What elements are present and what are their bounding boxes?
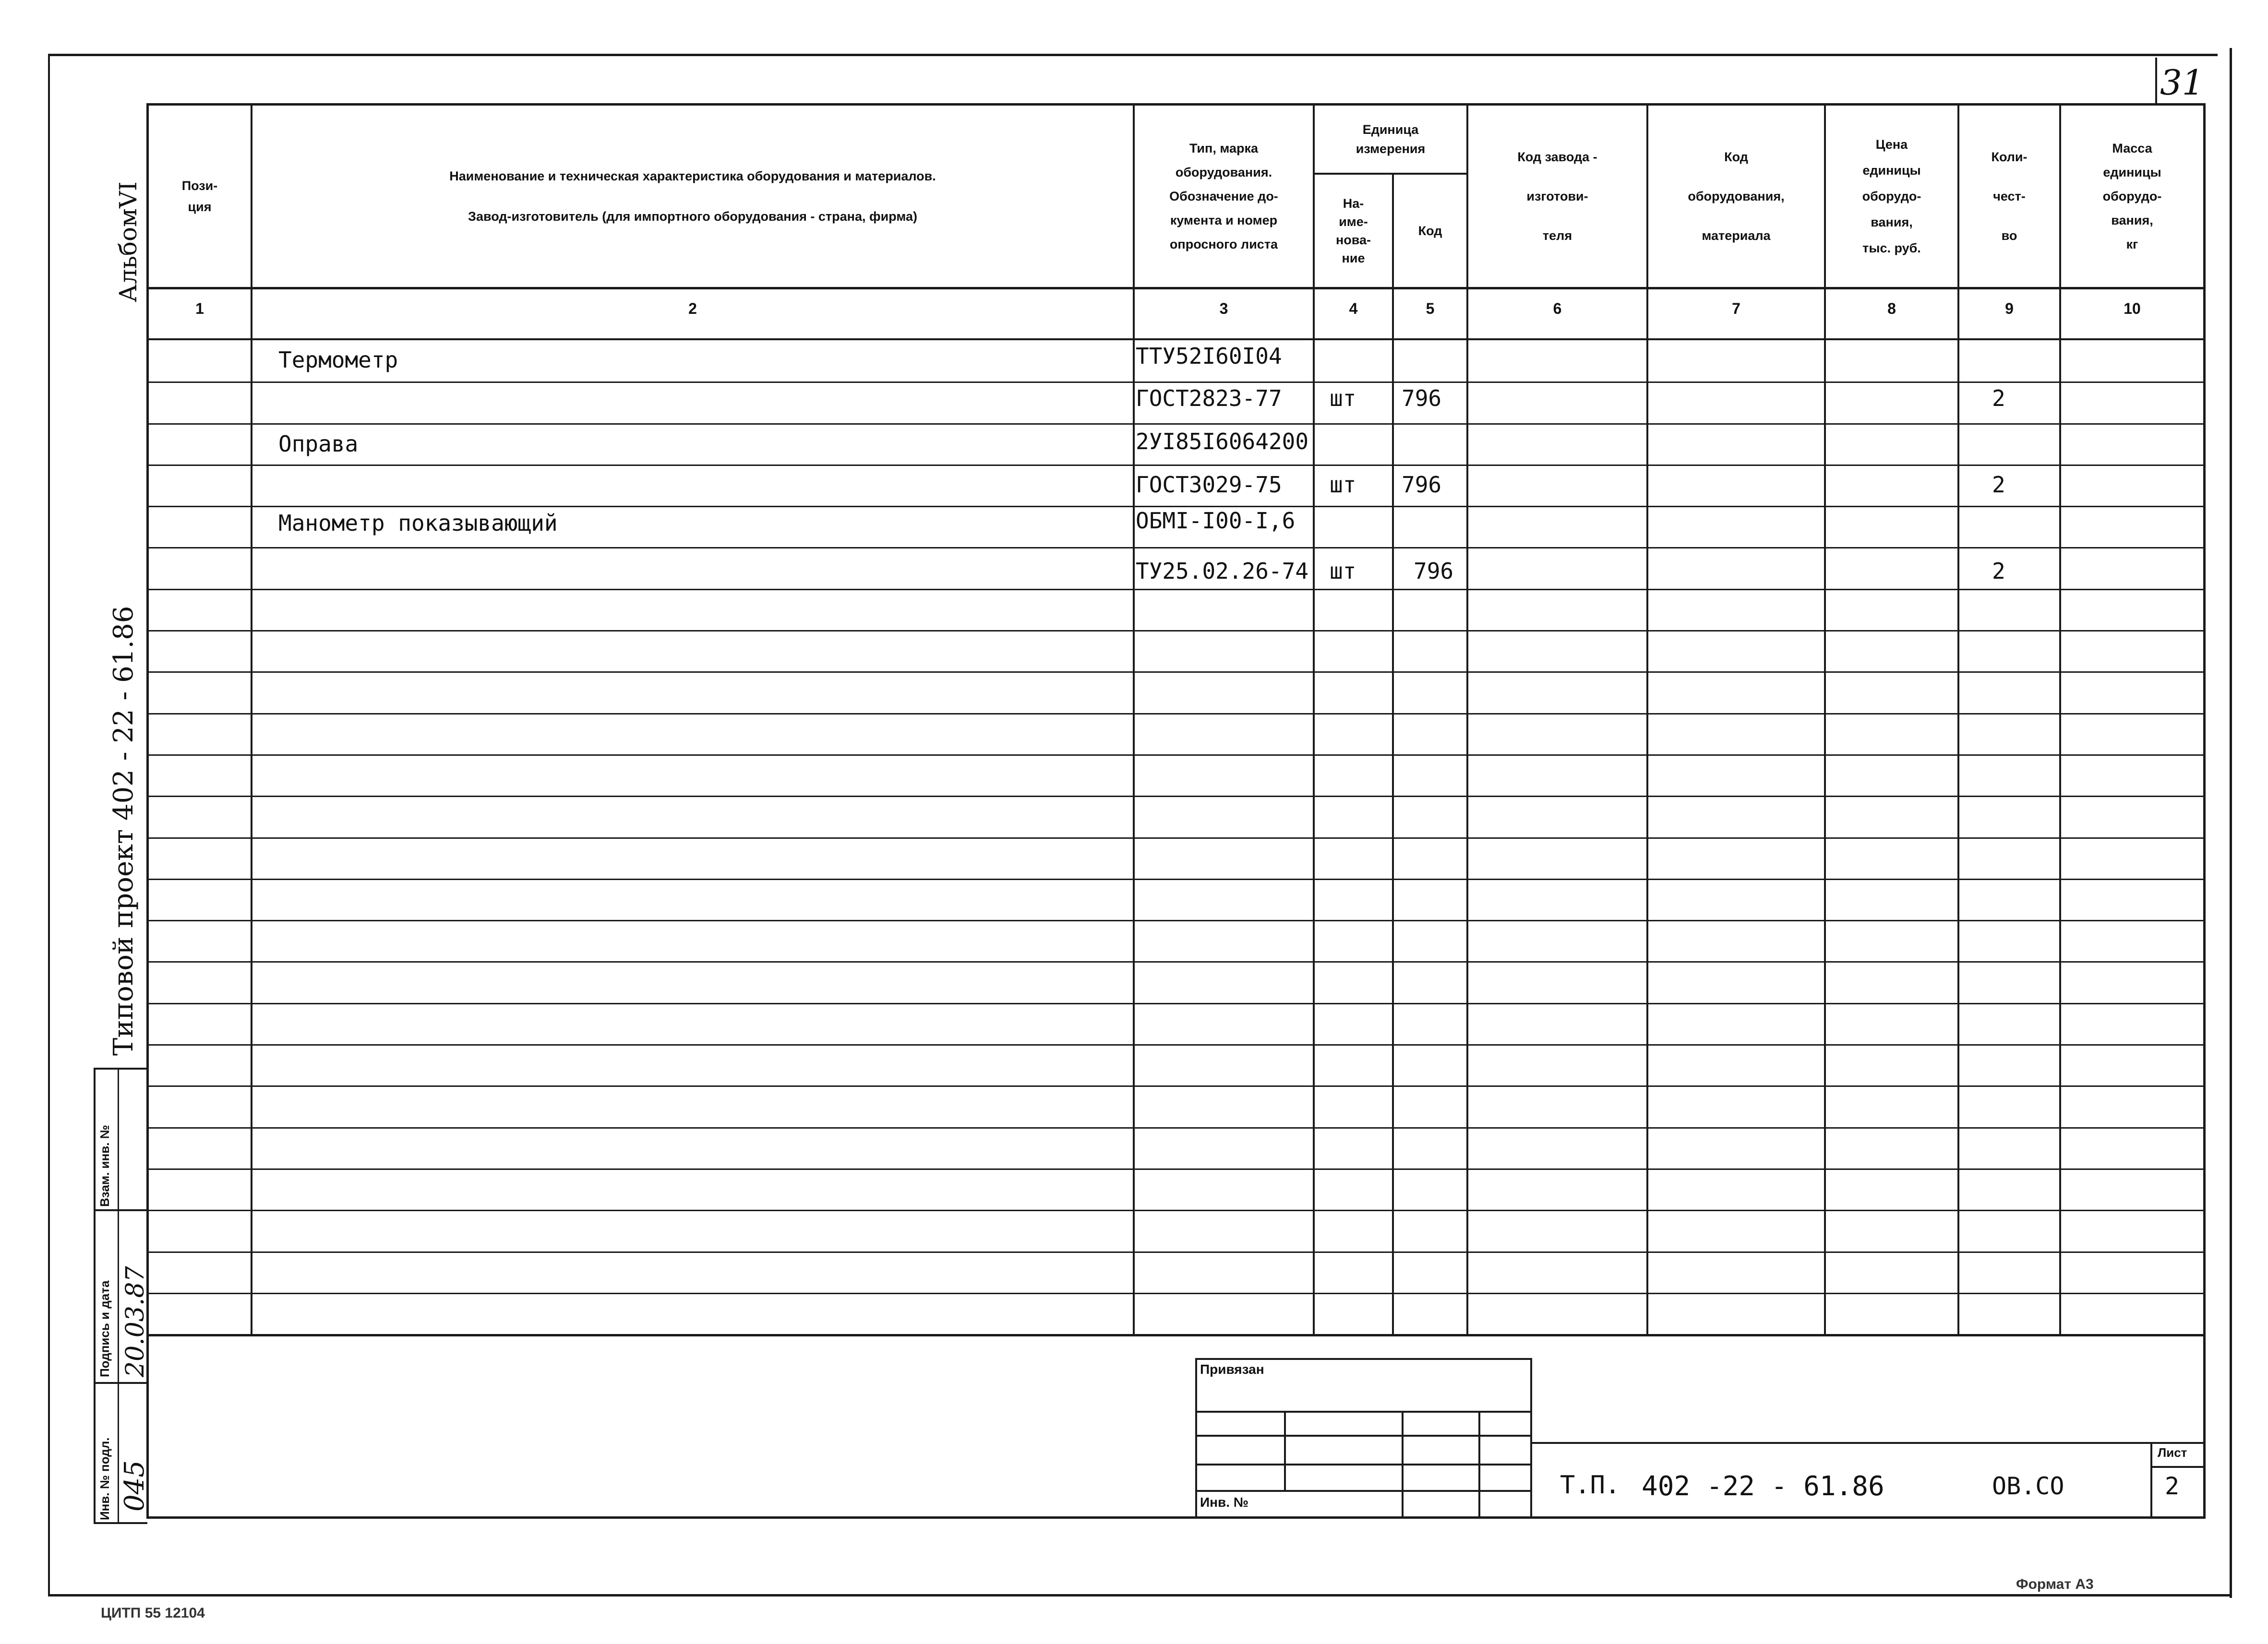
inv-value: 045	[119, 1460, 150, 1512]
table-right	[2203, 103, 2206, 1519]
privyazan-col1	[1284, 1411, 1286, 1490]
list-label: Лист	[2158, 1445, 2187, 1460]
row-4-code: 796	[1402, 472, 1442, 498]
sign-value: 20.03.87	[121, 1266, 150, 1377]
row-4-qty: 2	[1992, 472, 2005, 498]
header-price: Цена единицы оборудо- вания, тыс. руб.	[1862, 137, 1921, 255]
row-1-name: Термометр	[278, 347, 398, 373]
project-label: Типовой проект 402 - 22 - 61.86	[108, 606, 139, 1056]
header-type: Тип, марка оборудования. Обозначение до- кумента и номер опросного листа	[1169, 141, 1278, 251]
stamp-label-inv: Инв. № подл.	[97, 1437, 112, 1520]
row-line	[146, 961, 2206, 963]
title-block-bottom	[146, 1516, 2206, 1519]
privyazan-right	[1530, 1358, 1532, 1519]
row-line	[146, 1168, 2206, 1170]
privyazan-label: Привязан	[1200, 1362, 1264, 1377]
colnum-7: 7	[1732, 300, 1740, 317]
privyazan-line4	[1195, 1490, 1531, 1492]
frame-top-line	[48, 54, 2218, 56]
row-2-unit: шт	[1330, 385, 1356, 411]
corner-sheet-number: 31	[2160, 62, 2204, 103]
row-6-type: ТУ25.02.26-74	[1136, 558, 1309, 584]
row-2-type: ГОСТ2823-77	[1136, 385, 1282, 411]
header-name	[252, 106, 1133, 287]
row-3-name: Оправа	[278, 431, 359, 457]
row-line	[146, 920, 2206, 921]
colnum-bottom	[146, 338, 2206, 340]
colnum-5: 5	[1426, 300, 1435, 317]
album-label: АльбомVI	[114, 181, 142, 302]
header-bottom	[146, 287, 2206, 289]
colnum-4: 4	[1349, 300, 1358, 317]
row-line	[146, 630, 2206, 631]
side-stamp-bottom	[94, 1522, 147, 1524]
side-stamp-left	[94, 1068, 96, 1524]
inv-no-label: Инв. №	[1200, 1495, 1249, 1510]
row-line	[146, 796, 2206, 797]
list-value: 2	[2165, 1472, 2180, 1500]
header-position: Пози- ция	[181, 179, 218, 214]
stamp-label-sign: Подпись и дата	[97, 1280, 112, 1377]
row-6-unit: шт	[1330, 558, 1356, 584]
header-factory-code: Код завода - изготови- теля	[1517, 150, 1597, 243]
colnum-8: 8	[1887, 300, 1896, 317]
col-sep-5	[1466, 103, 1468, 1335]
tp-label: Т.П.	[1560, 1471, 1620, 1500]
col-sep-8	[1957, 103, 1959, 1335]
row-line	[146, 1127, 2206, 1129]
header-name-line2: Завод-изготовитель (для импортного оборудования - страна, фирма)	[468, 209, 917, 224]
row-line	[146, 837, 2206, 839]
row-4-type: ГОСТ3029-75	[1136, 472, 1282, 498]
header-equipment-code: Код оборудования, материала	[1688, 150, 1785, 243]
row-line	[146, 381, 2206, 383]
privyazan-line2	[1195, 1435, 1531, 1437]
frame-left-line	[48, 54, 50, 1596]
privyazan-line3	[1195, 1464, 1531, 1465]
footer-left: ЦИТП 55 12104	[101, 1605, 205, 1621]
frame-bottom-line	[48, 1594, 2232, 1596]
col-sep-9	[2059, 103, 2061, 1335]
row-line	[146, 547, 2206, 548]
row-line	[146, 1044, 2206, 1046]
header-unit-name: На- име- нова- ние	[1335, 196, 1371, 265]
col-sep-6	[1646, 103, 1648, 1335]
project-code: 402 -22 - 61.86	[1642, 1471, 1884, 1502]
frame-right-line	[2230, 48, 2232, 1598]
row-5-name: Манометр показывающий	[278, 510, 558, 536]
row-5-type: ОБМI-I00-I,6	[1136, 508, 1296, 534]
header-unit-group: Единица измерения	[1356, 122, 1426, 156]
row-line	[146, 1251, 2206, 1253]
privyazan-col3	[1478, 1411, 1480, 1519]
row-line	[146, 671, 2206, 673]
footer-format: Формат А3	[2016, 1576, 2094, 1592]
row-2-code: 796	[1402, 385, 1442, 411]
title-block-top	[1531, 1442, 2206, 1444]
stamp-label-replace: Взам. инв. №	[97, 1125, 112, 1207]
side-stamp-top	[94, 1068, 147, 1070]
privyazan-line1	[1195, 1411, 1531, 1413]
row-line	[146, 1003, 2206, 1004]
col-sep-1	[251, 103, 252, 1335]
corner-box-line	[2155, 58, 2157, 106]
colnum-10: 10	[2124, 300, 2141, 317]
colnum-1: 1	[195, 300, 204, 317]
colnum-6: 6	[1553, 300, 1562, 317]
row-3-type: 2УI85I6064200	[1136, 429, 1309, 454]
row-line	[146, 879, 2206, 880]
header-name-line1: Наименование и техническая характеристика оборудования и материалов.	[449, 169, 936, 183]
privyazan-col2	[1402, 1411, 1404, 1519]
row-6-qty: 2	[1992, 558, 2005, 584]
table-bottom	[146, 1334, 2206, 1336]
row-line	[146, 589, 2206, 590]
header-unit-code: Код	[1418, 224, 1442, 238]
colnum-9: 9	[2005, 300, 2014, 317]
header-quantity: Коли- чест- во	[1991, 150, 2028, 243]
col-sep-7	[1824, 103, 1826, 1335]
privyazan-left	[1195, 1358, 1197, 1519]
row-line	[146, 465, 2206, 466]
privyazan-top	[1195, 1358, 1531, 1360]
row-line	[146, 1210, 2206, 1211]
row-line	[146, 1293, 2206, 1294]
col-sep-2	[1133, 103, 1135, 1335]
header-mass: Масса единицы оборудо- вания, кг	[2102, 141, 2162, 251]
row-line	[146, 1085, 2206, 1087]
side-stamp-sep1	[94, 1209, 147, 1211]
side-stamp-sep2	[94, 1382, 147, 1384]
row-line	[146, 713, 2206, 715]
row-line	[146, 754, 2206, 756]
doc-code: ОВ.СО	[1992, 1472, 2064, 1500]
colnum-3: 3	[1219, 300, 1228, 317]
side-stamp-mid	[118, 1068, 119, 1524]
list-box-sep	[2150, 1466, 2206, 1468]
row-2-qty: 2	[1992, 385, 2005, 411]
colnum-2: 2	[688, 300, 697, 317]
list-box-left	[2150, 1442, 2152, 1518]
col-sep-3	[1313, 103, 1315, 1335]
row-line	[146, 423, 2206, 425]
row-1-type: ТТУ52I60I04	[1136, 343, 1282, 369]
row-4-unit: шт	[1330, 472, 1356, 498]
row-6-code: 796	[1414, 558, 1454, 584]
